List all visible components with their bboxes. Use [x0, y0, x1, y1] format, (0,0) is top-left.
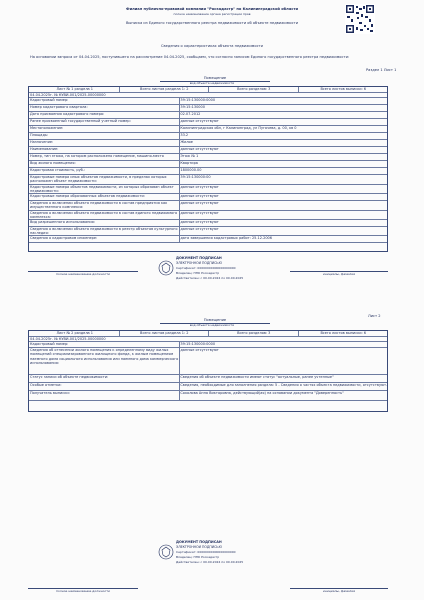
electronic-signature-stamp-2: [158, 538, 258, 574]
field-label: Номер кадастрового квартала:: [30, 105, 88, 109]
date-number: 04.04.2025г. № КУВИ-001/2025-00000000: [30, 337, 106, 341]
field-value: 02.07.2012: [180, 112, 201, 116]
field-value: данные отсутствуют: [180, 211, 219, 215]
table-row: [29, 236, 387, 243]
field-value: данные отсутствуют: [180, 185, 219, 189]
field-label: Сведения об отнесении жилого помещения к определенному виду жилых помещений специализированного жилищного фонда, к жилым помещениям наемного дома социального использования или наемного дома коммерческого использования:: [30, 348, 179, 366]
date-number: 04.04.2025г. № КУВИ-001/2025-00000000: [30, 93, 106, 97]
extract-title: Выписка из Единого государственного реестра недвижимости об объекте недвижимости: [125, 21, 299, 25]
field-label: Кадастровые номера объектов недвижимости, из которых образован объект недвижимости:: [30, 185, 174, 193]
field-value: данные отсутствуют: [180, 227, 219, 231]
field-label: Дата присвоения кадастрового номера:: [30, 112, 105, 116]
field-value: 39:15:130000:0000: [180, 342, 216, 346]
field-value: данные отсутствуют: [180, 147, 219, 151]
field-value: дата завершения кадастровых работ: 25.12.2006: [180, 236, 272, 240]
authority-caption: полное наименование органа регистрации прав: [173, 12, 251, 16]
field-value: Сведения об объекте недвижимости имеют статус "актуальные, ранее учтенные": [180, 375, 334, 379]
table-header-cell: Всего листов выписки: 6: [320, 331, 367, 335]
emblem-icon: [158, 260, 174, 276]
table-row: [29, 391, 387, 401]
stamp-line-3: Сертификат: 00000000000000000000: [176, 550, 236, 554]
table-row: [29, 140, 387, 147]
table-row: [29, 105, 387, 112]
position-caption-2: полное наименование должности: [56, 589, 110, 593]
stamp-line-1: ДОКУМЕНТ ПОДПИСАН: [176, 540, 222, 544]
table-header-cell: Всего листов раздела 1: 2: [140, 331, 189, 335]
field-label: Ранее присвоенный государственный учетный номер:: [30, 119, 131, 123]
stamp-line-5: Действителен: с 00.00.2024 по 00.00.2025: [176, 276, 244, 280]
object-type-caption: вид объекта недвижимости: [189, 81, 235, 85]
field-label: Особые отметки:: [30, 383, 62, 387]
table-row: [29, 185, 387, 194]
table-header-cell: Лист № 2 раздела 1: [56, 331, 94, 335]
field-label: Вид разрешенного использования:: [30, 220, 95, 224]
field-label: Получатель выписки:: [30, 391, 70, 395]
field-label: Кадастровые номера иных объектов недвижимости, в пределах которых расположен объект недвижимости:: [30, 175, 167, 184]
field-value: Калининградская обл, г Калининград, ул Пугачева, д. 00, кв 0: [180, 126, 297, 130]
field-label: Кадастровые номера образованных объектов недвижимости:: [30, 194, 145, 198]
object-type-caption-2: вид объекта недвижимости: [189, 323, 235, 327]
emblem-icon: [158, 544, 174, 560]
field-label: Сведения о включении объекта недвижимости в состав предприятия как имущественного комплекса:: [30, 201, 168, 210]
field-value: данные отсутствуют: [180, 201, 219, 205]
stamp-line-3: Сертификат: 00000000000000000000: [176, 266, 236, 270]
characteristics-table: [28, 86, 388, 252]
sheet-number: Раздел 1 Лист 1: [366, 68, 397, 72]
stamp-line-2: ЭЛЕКТРОННОЙ ПОДПИСЬЮ: [176, 545, 223, 549]
field-label: Площадь:: [30, 133, 49, 137]
field-value: 39:15:130000:00: [180, 175, 211, 179]
table-header-cell: Всего листов выписки: 6: [320, 87, 367, 91]
table-row: [29, 211, 387, 220]
position-caption: полное наименование должности: [56, 272, 110, 276]
field-value: Сведения, необходимые для заполнения раздела: 5 - Сведения о частях объекта недвижимости, отсутствуют.: [180, 383, 388, 387]
electronic-signature-stamp: [158, 254, 258, 290]
field-value: 33.2: [180, 133, 189, 137]
section-title: Сведения о характеристиках объекта недвижимости: [161, 44, 263, 48]
field-label: Кадастровый номер:: [30, 342, 69, 346]
table-row: [29, 112, 387, 119]
table-row: [29, 168, 387, 175]
field-value: 39:15:130000: [180, 105, 205, 109]
field-value: 39:15:130000:0000: [180, 98, 216, 102]
field-value: Квартира: [180, 161, 198, 165]
table-header-cell: Лист № 1 раздела 1: [56, 87, 94, 91]
field-label: Кадастровая стоимость, руб.:: [30, 168, 86, 172]
request-basis: На основании запроса от 04.04.2025, поступившего на рассмотрение 04.04.2025, сообщаем, что согласно записям Единого государственного реестра недвижимости:: [30, 55, 350, 59]
field-label: Сведения о кадастровом инженере:: [30, 236, 98, 240]
characteristics-table-2: [28, 330, 388, 412]
table-header-cell: Всего листов раздела 1: 2: [140, 87, 189, 91]
registry-authority: Филиал публично-правовой компании "Роскадастр" по Калининградской области: [126, 7, 298, 11]
table-row: [29, 194, 387, 201]
table-row: [29, 119, 387, 126]
table-row: [29, 383, 387, 391]
field-label: Номер, тип этажа, на котором расположено помещение, машино-место: [30, 154, 164, 158]
field-label: Статус записи об объекте недвижимости:: [30, 375, 109, 379]
sheet-number-2: Лист 2: [368, 314, 381, 318]
field-label: Сведения о включении объекта недвижимости в состав единого недвижимого комплекса:: [30, 211, 178, 219]
name-caption: инициалы, фамилия: [322, 272, 356, 276]
table-row: [29, 133, 387, 140]
field-value: Жилое: [180, 140, 193, 144]
table-row: [29, 126, 387, 133]
qr-code-icon: [345, 4, 375, 34]
field-label: Кадастровый номер:: [30, 98, 69, 102]
field-label: Назначение:: [30, 140, 54, 144]
table-header-cell: Всего разделов: 3: [237, 87, 271, 91]
field-value: Соколова Анна Викторовна, действующий(ая) на основании документа "Доверенность": [180, 391, 344, 395]
field-value: 1800000.00: [180, 168, 202, 172]
stamp-line-5: Действителен: с 00.00.2024 по 00.00.2025: [176, 560, 244, 564]
stamp-line-1: ДОКУМЕНТ ПОДПИСАН: [176, 256, 222, 260]
field-label: Вид жилого помещения:: [30, 161, 76, 165]
name-caption-2: инициалы, фамилия: [322, 589, 356, 593]
field-value: данные отсутствуют: [180, 194, 219, 198]
table-row: [29, 348, 387, 375]
table-row: [29, 220, 387, 227]
table-row: [29, 201, 387, 211]
field-label: Наименование:: [30, 147, 59, 151]
table-row: [29, 375, 387, 383]
field-value: данные отсутствуют: [180, 119, 219, 123]
stamp-line-4: Владелец: ППК Роскадастр: [176, 555, 220, 559]
table-row: [29, 161, 387, 168]
object-type-title: Помещение: [160, 76, 270, 82]
table-row: [29, 98, 387, 105]
field-label: Местоположение:: [30, 126, 64, 130]
stamp-line-2: ЭЛЕКТРОННОЙ ПОДПИСЬЮ: [176, 261, 223, 265]
table-row: [29, 227, 387, 236]
table-row: [29, 175, 387, 185]
table-row: [29, 147, 387, 154]
field-label: Сведения о включении объекта недвижимости в реестр объектов культурного наследия:: [30, 227, 178, 235]
table-header-cell: Всего разделов: 3: [237, 331, 271, 335]
field-value: данные отсутствуют: [180, 348, 219, 352]
table-row: [29, 154, 387, 161]
stamp-line-4: Владелец: ППК Роскадастр: [176, 271, 220, 275]
object-type-title-2: Помещение: [160, 318, 270, 324]
field-value: Этаж № 1: [180, 154, 199, 158]
field-value: данные отсутствуют: [180, 220, 219, 224]
